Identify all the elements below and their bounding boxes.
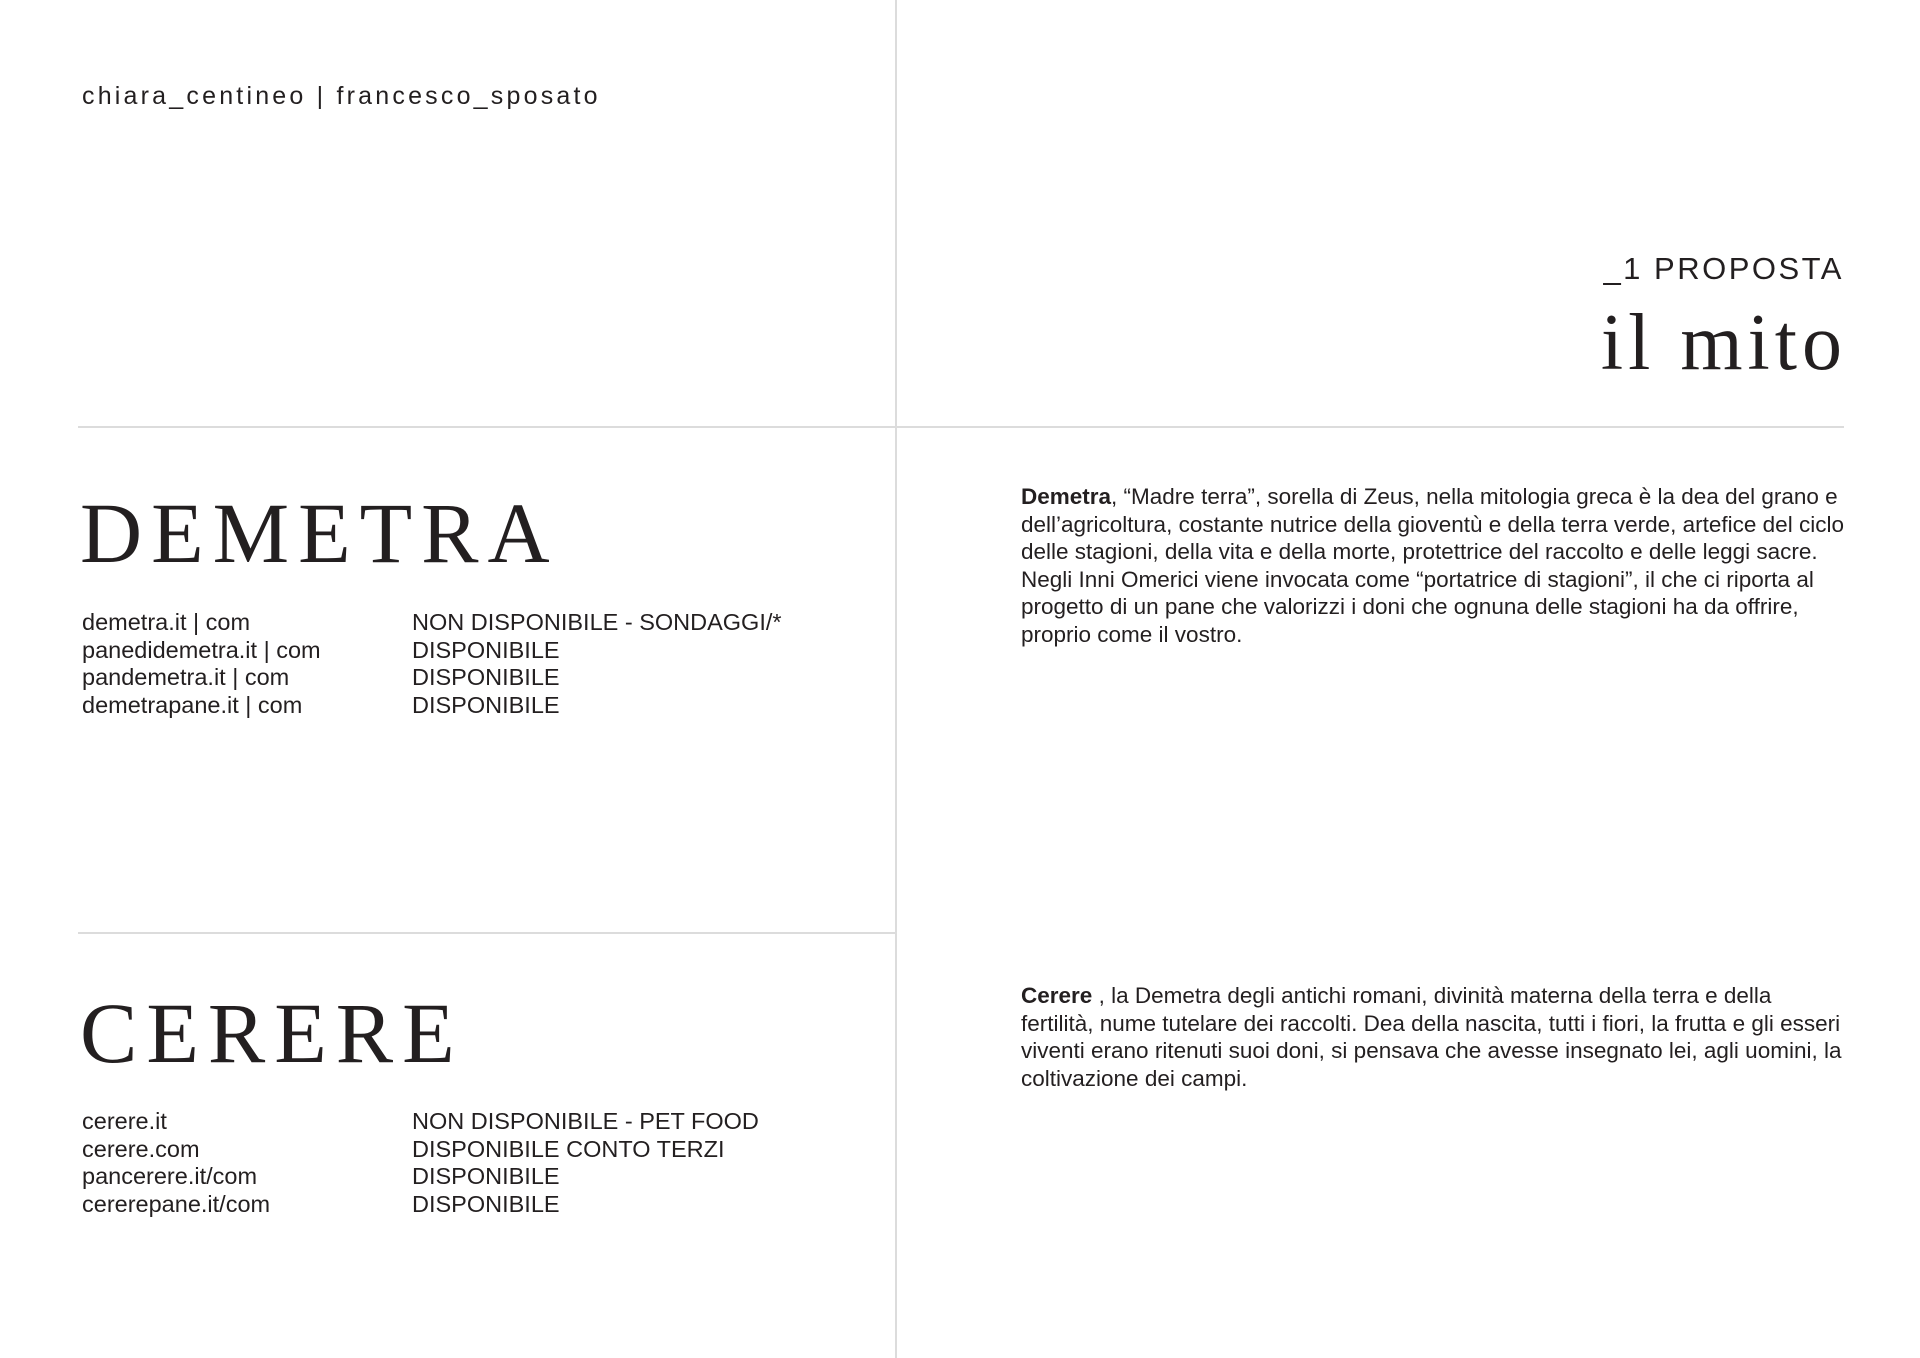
page-title: il mito (1600, 299, 1847, 387)
domain-row (82, 637, 782, 665)
domain-list-demetra (82, 609, 782, 719)
domain-status: DISPONIBILE (412, 691, 560, 718)
domain-row (82, 1163, 759, 1191)
domain-row (82, 664, 782, 692)
domain-row (82, 1108, 759, 1136)
domain-row (82, 1191, 759, 1219)
domain-status: DISPONIBILE (412, 636, 560, 663)
domain-status: DISPONIBILE (412, 1163, 560, 1189)
domain-name: cererepane.it/com (82, 1190, 271, 1217)
domain-name: pandemetra.it | com (82, 664, 290, 690)
domain-status: NON DISPONIBILE - SONDAGGI/* (412, 609, 782, 635)
section-heading-cerere: CERERE (80, 985, 464, 1081)
description-text: , “Madre terra”, sorella di Zeus, nella mitologia greca è la dea del grano e dell’agricoltura, costante nutrice della gioventù e della terra verde, artefice del ciclo delle stagioni, della vita e della morte, protettrice del raccolto e delle leggi sacre. (1021, 484, 1844, 564)
domain-name: cerere.it (82, 1108, 167, 1134)
domain-row (82, 692, 782, 720)
domain-name: cerere.com (82, 1135, 200, 1162)
horizontal-divider-top (78, 426, 1844, 428)
description-paragraph (1021, 982, 1847, 1092)
description-paragraph: Negli Inni Omerici viene invocata come “portatrice di stagioni”, il che ci riporta al progetto di un pane che valorizzi i doni che ognuna delle stagioni ha da offrire, proprio come il vostro. (1021, 566, 1814, 647)
description-text: , la Demetra degli antichi romani, divinità materna della terra e della fertilità, nume tutelare dei raccolti. Dea della nascita, tutti i fiori, la frutta e gli esseri viventi erano ritenuti suoi doni, si pensava che avesse insegnato lei, agli uomini, la coltivazione dei campi. (1021, 983, 1842, 1091)
description-cerere (1021, 982, 1847, 1092)
domain-row (82, 1136, 759, 1164)
horizontal-divider-middle (78, 932, 895, 934)
section-heading-demetra: DEMETRA (80, 485, 559, 581)
domain-name: demetra.it | com (82, 609, 251, 635)
domain-name: demetrapane.it | com (82, 691, 303, 718)
description-lead: Cerere (1021, 983, 1093, 1008)
domain-list-cerere (82, 1108, 759, 1218)
domain-status: NON DISPONIBILE - PET FOOD (412, 1108, 759, 1134)
domain-status: DISPONIBILE CONTO TERZI (412, 1135, 725, 1162)
description-lead: Demetra (1021, 484, 1112, 509)
description-paragraph (1021, 483, 1847, 566)
vertical-divider (895, 0, 897, 1358)
domain-name: panedidemetra.it | com (82, 636, 321, 663)
proposal-label: _1 PROPOSTA (1603, 251, 1844, 286)
domain-status: DISPONIBILE (412, 1190, 560, 1217)
authors-credit: chiara_centineo | francesco_sposato (82, 82, 601, 110)
domain-row (82, 609, 782, 637)
domain-name: pancerere.it/com (82, 1163, 258, 1189)
description-demetra (1021, 483, 1847, 648)
domain-status: DISPONIBILE (412, 664, 560, 690)
